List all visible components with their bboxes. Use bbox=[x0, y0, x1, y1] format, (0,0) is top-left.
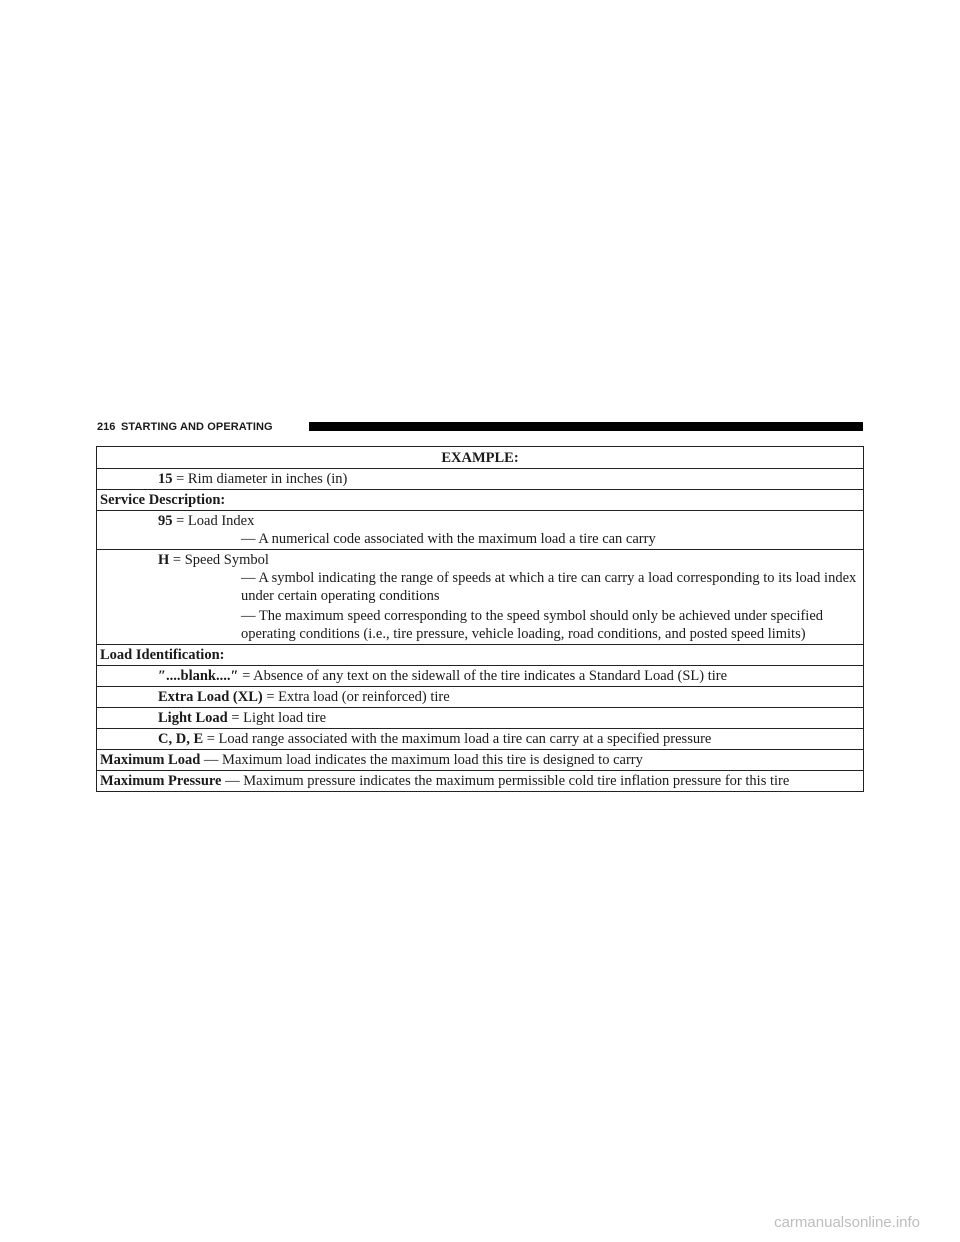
section-title: STARTING AND OPERATING bbox=[121, 421, 273, 433]
rim-diameter-row bbox=[97, 469, 863, 490]
maximum-pressure-label: Maximum Pressure bbox=[100, 773, 222, 789]
maximum-load-label: Maximum Load bbox=[100, 752, 201, 768]
speed-symbol-note-1: — A symbol indicating the range of speeds at which a tire can carry a load corresponding to its load index under certain operating conditions bbox=[241, 570, 857, 604]
load-index-code: 95 bbox=[158, 513, 173, 529]
load-id-desc: = Load range associated with the maximum load a tire can carry at a specified pressure bbox=[206, 731, 712, 747]
load-id-desc: = Extra load (or reinforced) tire bbox=[266, 689, 450, 705]
load-id-xl-row bbox=[97, 687, 863, 708]
speed-symbol-note-2: — The maximum speed corresponding to the speed symbol should only be achieved under specified operating conditions (i.e., tire pressure, vehicle loading, road conditions, and posted speed limits) bbox=[241, 608, 824, 642]
rim-desc: = Rim diameter in inches (in) bbox=[176, 471, 348, 487]
load-index-row bbox=[97, 511, 863, 550]
load-id-code: C, D, E bbox=[158, 731, 204, 747]
load-id-code: ″....blank....″ bbox=[158, 668, 239, 684]
load-id-blank-row bbox=[97, 666, 863, 687]
service-description-label: Service Description: bbox=[100, 492, 226, 508]
maximum-load-desc: — Maximum load indicates the maximum load this tire is designed to carry bbox=[203, 752, 643, 768]
speed-symbol-row bbox=[97, 550, 863, 645]
tire-example-table bbox=[96, 446, 864, 792]
table-heading: EXAMPLE: bbox=[97, 447, 863, 469]
service-description-row bbox=[97, 490, 863, 511]
load-identification-row bbox=[97, 645, 863, 666]
load-identification-label: Load Identification: bbox=[100, 647, 225, 663]
page-header bbox=[97, 419, 863, 435]
load-index-desc: = Load Index bbox=[176, 513, 255, 529]
load-id-code: Light Load bbox=[158, 710, 228, 726]
load-id-range-row bbox=[97, 729, 863, 750]
load-id-desc: = Light load tire bbox=[231, 710, 327, 726]
page-number: 216 bbox=[97, 421, 116, 433]
maximum-pressure-row bbox=[97, 771, 863, 792]
speed-symbol-code: H bbox=[158, 552, 170, 568]
load-index-note: — A numerical code associated with the maximum load a tire can carry bbox=[241, 531, 656, 547]
load-id-desc: = Absence of any text on the sidewall of the tire indicates a Standard Load (SL) tire bbox=[242, 668, 728, 684]
load-id-light-row bbox=[97, 708, 863, 729]
header-rule bbox=[309, 422, 863, 431]
rim-code: 15 bbox=[158, 471, 173, 487]
speed-symbol-desc: = Speed Symbol bbox=[172, 552, 269, 568]
watermark-link[interactable]: carmanualsonline.info bbox=[774, 1214, 920, 1231]
maximum-load-row bbox=[97, 750, 863, 771]
load-id-code: Extra Load (XL) bbox=[158, 689, 263, 705]
maximum-pressure-desc: — Maximum pressure indicates the maximum permissible cold tire inflation pressure for this tire bbox=[225, 773, 790, 789]
